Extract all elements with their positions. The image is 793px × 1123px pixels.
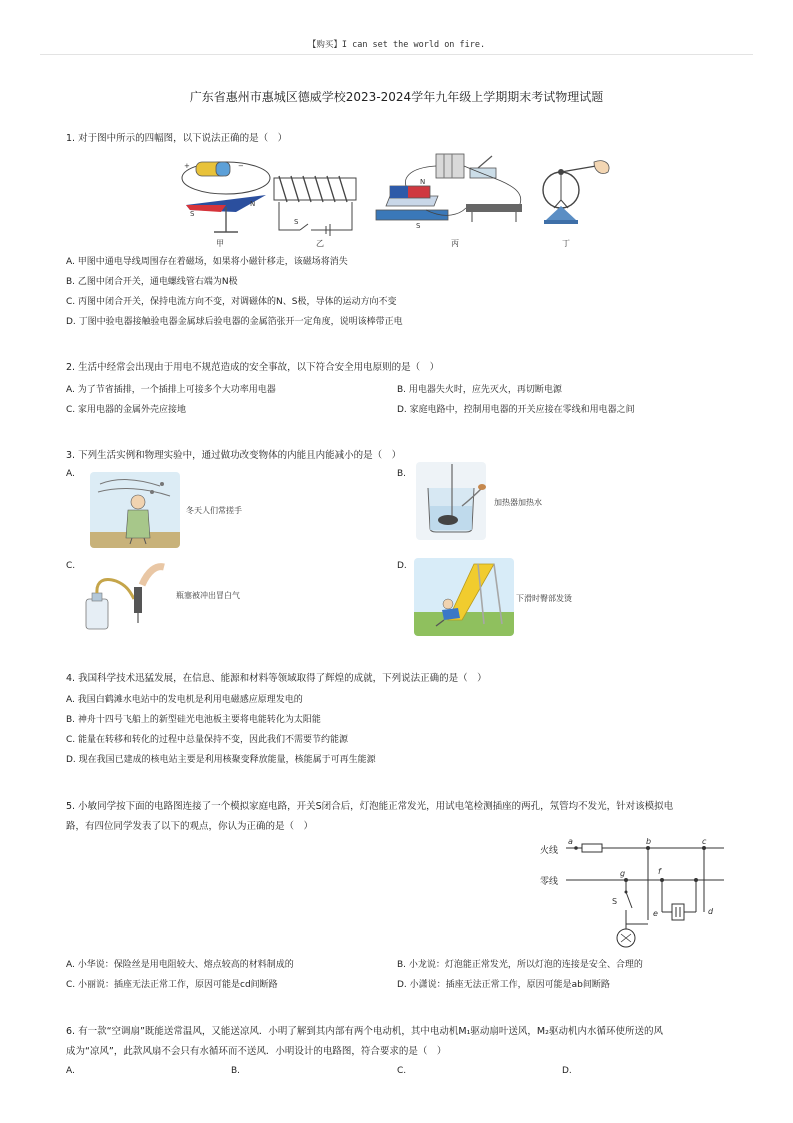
point-g-label: g — [620, 869, 626, 878]
svg-text:S: S — [416, 222, 421, 230]
q2-option-c[interactable]: C. 家用电器的金属外壳应接地 — [66, 405, 187, 415]
q6-option-c[interactable]: C. — [397, 1066, 407, 1076]
q3-image-a — [90, 472, 180, 548]
q6-option-d[interactable]: D. — [562, 1066, 572, 1076]
q3-image-b — [416, 462, 486, 540]
svg-text:+: + — [184, 162, 190, 170]
q3-caption-b: 加热器加热水 — [494, 498, 542, 507]
q2-option-d[interactable]: D. 家庭电路中，控制用电器的开关应接在零线和用电器之间 — [397, 405, 635, 415]
q3-option-c-letter[interactable]: C. — [66, 561, 76, 571]
q6-option-a[interactable]: A. — [66, 1066, 75, 1076]
figure-label-jia: 甲 — [216, 239, 224, 248]
q1-option-c[interactable]: C. 丙图中闭合开关，保持电流方向不变，对调磁体的N、S极，导体的运动方向不变 — [66, 297, 397, 307]
point-a-label: a — [568, 837, 573, 846]
q1-figures — [176, 150, 616, 250]
figure-label-yi: 乙 — [316, 239, 324, 248]
svg-text:S: S — [294, 218, 299, 226]
q5-option-d[interactable]: D. 小潇说：插座无法正常工作，原因可能是ab间断路 — [397, 980, 610, 990]
circuit-live-label: 火线 — [540, 846, 559, 856]
q4-option-c[interactable]: C. 能量在转移和转化的过程中总量保持不变，因此我们不需要节约能源 — [66, 735, 349, 745]
q4-stem: 4. 我国科学技术迅猛发展，在信息、能源和材料等领域取得了辉煌的成就，下列说法正确的是（ ） — [66, 673, 487, 684]
q1-option-d[interactable]: D. 丁图中验电器接触验电器金属球后验电器的金属箔张开一定角度，说明该棒带正电 — [66, 317, 403, 327]
q4-option-b[interactable]: B. 神舟十四号飞船上的新型硅光电池板主要将电能转化为太阳能 — [66, 715, 321, 725]
q4-option-a[interactable]: A. 我国白鹤滩水电站中的发电机是利用电磁感应原理发电的 — [66, 695, 303, 705]
figure-jia — [182, 162, 270, 232]
q3-image-c — [80, 557, 168, 633]
q3-option-b-letter[interactable]: B. — [397, 469, 407, 479]
q1-stem: 1. 对于图中所示的四幅图，以下说法正确的是（ ） — [66, 133, 288, 144]
q4-option-d[interactable]: D. 现在我国已建成的核电站主要是利用核聚变释放能量，核能属于可再生能源 — [66, 755, 376, 765]
q5-option-b[interactable]: B. 小龙说：灯泡能正常发光，所以灯泡的连接是安全、合理的 — [397, 960, 643, 970]
q3-image-d — [414, 558, 514, 636]
header-divider — [40, 54, 753, 55]
point-d-label: d — [708, 907, 714, 916]
q5-stem-line2: 路，有四位同学发表了以下的观点，你认为正确的是（ ） — [66, 821, 314, 832]
figure-label-ding: 丁 — [562, 239, 570, 248]
svg-text:−: − — [238, 162, 244, 170]
q2-stem: 2. 生活中经常会出现由于用电不规范造成的安全事故，以下符合安全用电原则的是（ ） — [66, 362, 440, 373]
switch-s-label: S — [612, 897, 618, 906]
figure-label-bing: 丙 — [451, 239, 459, 248]
point-e-label: e — [653, 909, 658, 918]
q3-caption-a: 冬天人们常搓手 — [186, 506, 242, 515]
page-title: 广东省惠州市惠城区德威学校2023-2024学年九年级上学期期末考试物理试题 — [189, 90, 604, 104]
watermark-text: 【购买】I can set the world on fire. — [307, 40, 486, 50]
q3-caption-d: 下滑时臀部发烫 — [516, 594, 572, 603]
point-b-label: b — [646, 837, 652, 846]
circuit-neutral-label: 零线 — [540, 877, 559, 887]
point-c-label: c — [702, 837, 707, 846]
q5-option-c[interactable]: C. 小丽说：插座无法正常工作，原因可能是cd间断路 — [66, 980, 278, 990]
q5-stem-line1: 5. 小敏同学按下面的电路图连接了一个模拟家庭电路，开关S闭合后，灯泡能正常发光，用试电笔检测插座的两孔，氖管均不发光，针对该模拟电 — [66, 801, 674, 812]
svg-text:S: S — [190, 210, 195, 218]
q1-option-b[interactable]: B. 乙图中闭合开关，通电螺线管右端为N极 — [66, 277, 238, 287]
svg-text:N: N — [420, 178, 426, 186]
q1-option-a[interactable]: A. 甲图中通电导线周围存在着磁场，如果将小磁针移走，该磁场将消失 — [66, 257, 348, 267]
point-f-label: f — [658, 867, 661, 876]
q6-option-b[interactable]: B. — [231, 1066, 241, 1076]
q6-stem-line2: 成为“凉风”，此款风扇不会只有水循环而不送风．小明设计的电路图，符合要求的是（ ） — [66, 1046, 447, 1057]
q6-stem-line1: 6. 有一款“空调扇”既能送常温风，又能送凉风．小明了解到其内部有两个电动机，其中电动机M₁驱动扇叶送风，M₂驱动机内水循环使所送的风 — [66, 1026, 663, 1037]
q3-option-a-letter[interactable]: A. — [66, 469, 75, 479]
household-circuit-diagram — [566, 834, 738, 956]
q3-option-d-letter[interactable]: D. — [397, 561, 407, 571]
svg-text:N: N — [250, 200, 256, 208]
q5-option-a[interactable]: A. 小华说：保险丝是用电阻较大、熔点较高的材料制成的 — [66, 960, 294, 970]
q2-option-b[interactable]: B. 用电器失火时，应先灭火，再切断电源 — [397, 385, 562, 395]
q3-caption-c: 瓶塞被冲出冒白气 — [176, 591, 240, 600]
q2-option-a[interactable]: A. 为了节省插排，一个插排上可接多个大功率用电器 — [66, 385, 276, 395]
q3-stem: 3. 下列生活实例和物理实验中，通过做功改变物体的内能且内能减小的是（ ） — [66, 450, 402, 461]
